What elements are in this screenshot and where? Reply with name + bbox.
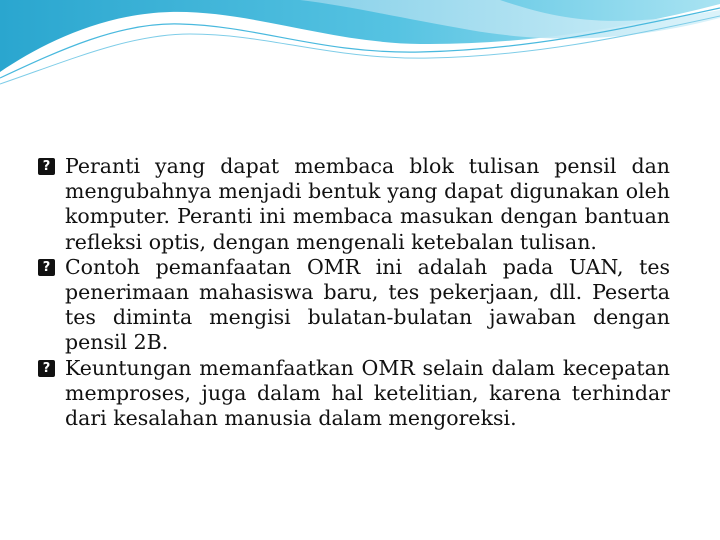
missing-glyph-bullet-icon: ?: [38, 360, 55, 377]
paragraph-3-text: Keuntungan memanfaatkan OMR selain dalam kecepatan memproses, juga dalam hal ketelitian, karena terhindar dari kesalahan manusia dalam mengoreksi.: [65, 355, 670, 431]
paragraph-2-text: Contoh pemanfaatan OMR ini adalah pada UAN, tes penerimaan mahasiswa baru, tes pekerjaan, dll. Peserta tes diminta mengisi bulatan-bulatan jawaban dengan pensil 2B.: [65, 254, 670, 355]
bullet-paragraph-2: [38, 255, 670, 356]
paragraph-1-text: Peranti yang dapat membaca blok tulisan pensil dan mengubahnya menjadi bentuk yang dapat digunakan oleh komputer. Peranti ini membaca masukan dengan bantuan refleksi optis, dengan mengenali ketebalan tulisan.: [65, 154, 670, 254]
slide-body: [38, 154, 670, 431]
bullet-paragraph-1: [38, 154, 670, 255]
missing-glyph-bullet-icon: ?: [38, 158, 55, 175]
header-wave-decoration: [0, 0, 720, 90]
missing-glyph-bullet-icon: ?: [38, 259, 55, 276]
bullet-paragraph-3: [38, 356, 670, 432]
